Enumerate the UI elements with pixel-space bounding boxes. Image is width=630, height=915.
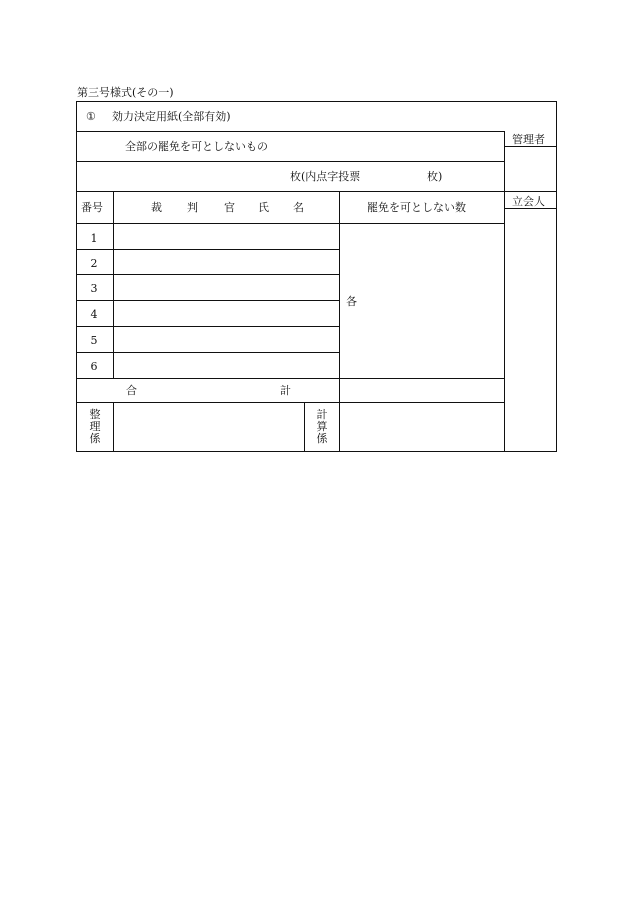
row-number: 3 bbox=[90, 282, 98, 295]
circle-number: ① bbox=[86, 110, 96, 123]
row-number: 5 bbox=[90, 334, 98, 347]
form-title: 第三号様式(その一) bbox=[77, 86, 174, 99]
organizer-label: 整 理 係 bbox=[89, 408, 101, 445]
row-number: 6 bbox=[90, 360, 98, 373]
row-number: 4 bbox=[90, 308, 98, 321]
total-label-left: 合 bbox=[126, 384, 137, 397]
row-number: 1 bbox=[90, 232, 98, 245]
col-number-header: 番号 bbox=[81, 201, 103, 214]
col-no-dismissal-count-header: 罷免を可としない数 bbox=[367, 201, 466, 214]
form-heading: 効力決定用紙(全部有効) bbox=[112, 110, 231, 123]
row-number: 2 bbox=[90, 257, 98, 270]
count-unit-label: 枚(内点字投票 bbox=[290, 170, 361, 183]
total-label-right: 計 bbox=[280, 384, 291, 397]
count-unit-close: 枚) bbox=[427, 170, 443, 183]
manager-label: 管理者 bbox=[512, 133, 545, 146]
witness-label: 立会人 bbox=[512, 195, 545, 208]
each-label: 各 bbox=[346, 295, 357, 308]
all-no-dismissal-label: 全部の罷免を可としないもの bbox=[125, 140, 268, 153]
calculator-label: 計 算 係 bbox=[316, 408, 328, 445]
